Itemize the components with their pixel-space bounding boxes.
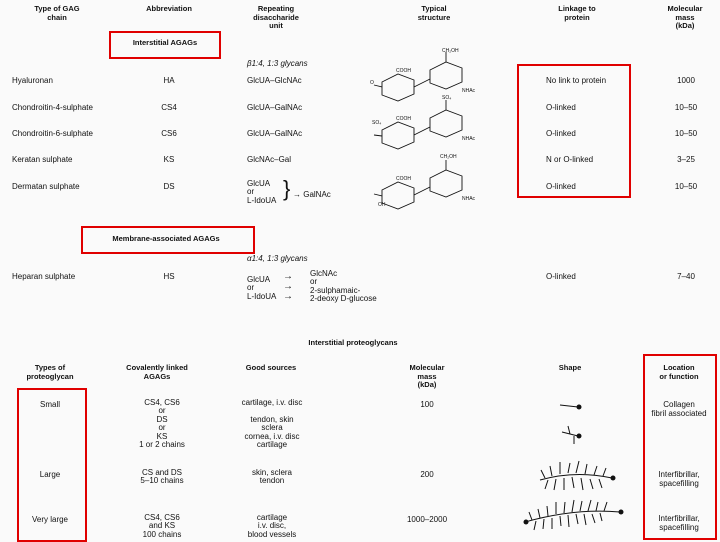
svg-text:NHAc: NHAc: [462, 136, 476, 142]
arrow-symbols: → → →: [283, 271, 293, 302]
svg-text:NHAc: NHAc: [462, 196, 476, 202]
pg-agags: CS4, CS6 or DS or KS 1 or 2 chains: [139, 398, 185, 449]
row-name: Keratan sulphate: [12, 155, 73, 164]
pg-location: Interfibrillar, spacefilling: [658, 470, 700, 489]
row-name: Hyaluronan: [12, 76, 53, 85]
header-molecular-mass: Molecular mass (kDa): [667, 4, 703, 31]
pg-mass: 1000–2000: [406, 515, 448, 524]
pg-location: Interfibrillar, spacefilling: [658, 514, 700, 533]
pg-agags: CS and DS 5–10 chains: [140, 468, 184, 486]
header-repeating-unit: Repeating disaccharide unit: [253, 4, 299, 31]
svg-text:COOH: COOH: [396, 68, 411, 74]
header-covalent-agags: Covalently linked AGAGs: [126, 363, 188, 381]
svg-text:O: O: [370, 80, 374, 86]
brace-symbol: }: [283, 176, 291, 201]
interstitial-agags-label: Interstitial AGAGs: [132, 38, 198, 47]
row-mass: 10–50: [674, 129, 698, 138]
heparan-linkage: O-linked: [546, 272, 576, 281]
row-linkage: O-linked: [546, 182, 576, 191]
svg-text:CH₂OH: CH₂OH: [442, 48, 459, 54]
alpha-glycans-note: α1:4, 1:3 glycans: [247, 254, 308, 263]
row-unit: GlcUA–GalNAc: [247, 129, 303, 138]
small-shape-2: [562, 426, 578, 444]
pg-mass: 200: [420, 470, 434, 479]
row-abbr: CS4: [161, 103, 177, 112]
membrane-agags-label: Membrane-associated AGAGs: [112, 234, 220, 243]
row-mass: 10–50: [674, 103, 698, 112]
svg-text:COOH: COOH: [396, 176, 411, 182]
svg-text:SO₄: SO₄: [372, 120, 382, 126]
row-mass: 3–25: [677, 155, 695, 164]
row-mass: 1000: [677, 76, 695, 85]
svg-text:SO₄: SO₄: [442, 95, 452, 101]
small-shape: [560, 405, 578, 407]
pg-sources: cartilage i.v. disc, blood vessels: [247, 513, 297, 539]
row-abbr: CS6: [161, 129, 177, 138]
row-linkage: N or O-linked: [546, 155, 594, 164]
header-good-sources: Good sources: [245, 363, 297, 372]
row-unit: GlcUA–GlcNAc: [247, 76, 302, 85]
header-location: Location or function: [659, 363, 699, 381]
heparan-name: Heparan sulphate: [12, 272, 76, 281]
row-linkage: O-linked: [546, 129, 576, 138]
header-types: Types of proteoglycan: [26, 363, 74, 381]
heparan-unit-left: GlcUA or L-IdoUA: [247, 275, 277, 301]
svg-text:COOH: COOH: [396, 116, 411, 122]
pg-mass: 100: [420, 400, 434, 409]
pg-location: Collagen fibril associated: [651, 400, 707, 419]
pg-type: Small: [39, 400, 61, 409]
row-abbr: HA: [163, 76, 175, 85]
svg-text:NHAc: NHAc: [462, 88, 476, 94]
heparan-abbr: HS: [163, 272, 175, 281]
header-molecular-mass-2: Molecular mass (kDa): [409, 363, 445, 390]
header-linkage: Linkage to protein: [558, 4, 596, 22]
header-gag-type: Type of GAG chain: [34, 4, 80, 22]
row-unit-right: → GalNAc: [293, 190, 331, 199]
beta-glycans-note: β1:4, 1:3 glycans: [247, 59, 308, 68]
heparan-unit-right: GlcNAc or 2-sulphamaic- 2-deoxy D-glucose: [310, 269, 377, 304]
svg-text:OH: OH: [378, 202, 386, 208]
row-unit: GlcUA–GalNAc: [247, 103, 303, 112]
row-abbr: DS: [163, 182, 175, 191]
row-name: Chondroitin-4-sulphate: [12, 103, 93, 112]
row-linkage: No link to protein: [546, 76, 607, 85]
pg-agags: CS4, CS6 and KS 100 chains: [142, 513, 182, 539]
row-linkage: O-linked: [546, 103, 576, 112]
pg-sources: skin, sclera tendon: [251, 468, 293, 486]
row-unit: GlcUA or L-IdoUA: [247, 179, 277, 205]
pg-type: Very large: [31, 515, 69, 524]
header-abbreviation: Abbreviation: [146, 4, 192, 13]
large-core: [540, 474, 612, 480]
row-name: Chondroitin-6-sulphate: [12, 129, 93, 138]
proteoglycans-title: Interstitial proteoglycans: [308, 338, 398, 347]
row-mass: 10–50: [674, 182, 698, 191]
pg-sources: cartilage, i.v. disc tendon, skin sclera cornea, i.v. disc cartilage: [241, 398, 303, 449]
pg-type: Large: [39, 470, 61, 479]
svg-text:CH₂OH: CH₂OH: [440, 154, 457, 160]
row-name: Dermatan sulphate: [12, 182, 80, 191]
heparan-mass: 7–40: [677, 272, 695, 281]
row-abbr: KS: [163, 155, 175, 164]
header-shape: Shape: [558, 363, 582, 372]
header-typical-structure: Typical structure: [417, 4, 451, 22]
row-unit: GlcNAc–Gal: [247, 155, 292, 164]
